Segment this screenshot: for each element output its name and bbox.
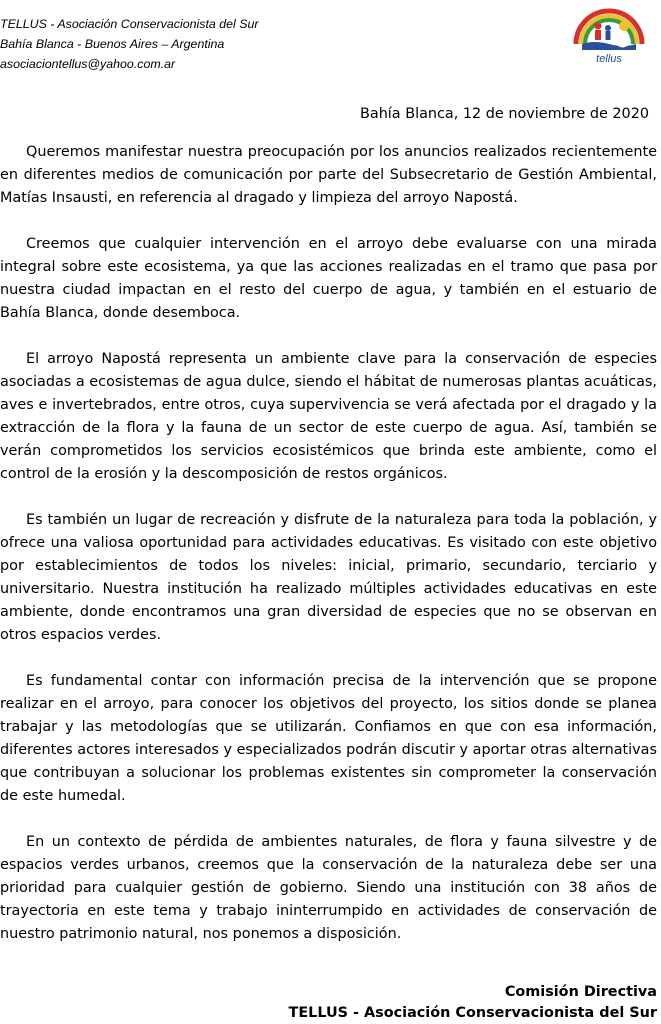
svg-text:tellus: tellus [596,53,622,65]
paragraph: Queremos manifestar nuestra preocupación por los anuncios realizados recientemente en diferentes medios de comunicación por parte del Subsecretario de Gestión Ambiental, Matías Insausti, en referencia al dragado y limpieza del arroyo Napostá. [0,144,657,206]
signature-organization: TELLUS - Asociación Conservacionista del Sur [288,1005,657,1021]
letter-date: Bahía Blanca, 12 de noviembre de 2020 [360,106,649,122]
letterhead-location: Bahía Blanca - Buenos Aires – Argentina [0,37,225,51]
tellus-logo-icon [568,0,650,66]
paragraph: Es fundamental contar con información precisa de la intervención que se propone realizar en el arroyo, para conocer los objetivos del proyecto, los sitios donde se planea trabajar y las metodologías que se utilizarán. Confiamos en que con esa información, diferentes actores interesados y especializados podrán discutir y aportar otras alternativas que contribuyan a solucionar los problemas existentes sin comprometer la conservación de este humedal. [0,673,657,804]
signature-block [289,982,658,1024]
paragraph: En un contexto de pérdida de ambientes naturales, de flora y fauna silvestre y de espacios verdes urbanos, creemos que la conservación de la naturaleza debe ser una prioridad para cualquier gestión de gobierno. Siendo una institución con 38 años de trayectoria en este tema y trabajo ininterrumpido en actividades de conservación de nuestro patrimonio natural, nos ponemos a disposición. [0,834,657,942]
letterhead-email: asociaciontellus@yahoo.com.ar [0,57,176,71]
signature-committee: Comisión Directiva [504,984,657,1000]
paragraph: Es también un lugar de recreación y disfrute de la naturaleza para toda la población, y ofrece una valiosa oportunidad para actividades educativas. Es visitado con este objetivo por establecimientos de todos los niveles: inicial, primario, secundario, terciario y universitario. Nuestra institución ha realizado múltiples actividades educativas en este ambiente, donde encontramos una gran diversidad de especies que no se observan en otros espacios verdes. [0,512,657,643]
letterhead-org-name: TELLUS - Asociación Conservacionista del Sur [0,17,259,31]
letter-body [0,141,657,946]
paragraph: El arroyo Napostá representa un ambiente clave para la conservación de especies asociadas a ecosistemas de agua dulce, siendo el hábitat de numerosas plantas acuáticas, aves e invertebrados, entre otros, cuya supervivencia se verá afectada por el dragado y la extracción de la flora y la fauna de un sector de este cuerpo de agua. Así, también se verán comprometidos los servicios ecosistémicos que brinda este ambiente, como el control de la erosión y la descomposición de restos orgánicos. [0,351,657,482]
paragraph: Creemos que cualquier intervención en el arroyo debe evaluarse con una mirada integral sobre este ecosistema, ya que las acciones realizadas en el tramo que pasa por nuestra ciudad impactan en el resto del cuerpo de agua, y también en el estuario de Bahía Blanca, donde desemboca. [0,236,657,321]
letterhead [0,14,300,74]
